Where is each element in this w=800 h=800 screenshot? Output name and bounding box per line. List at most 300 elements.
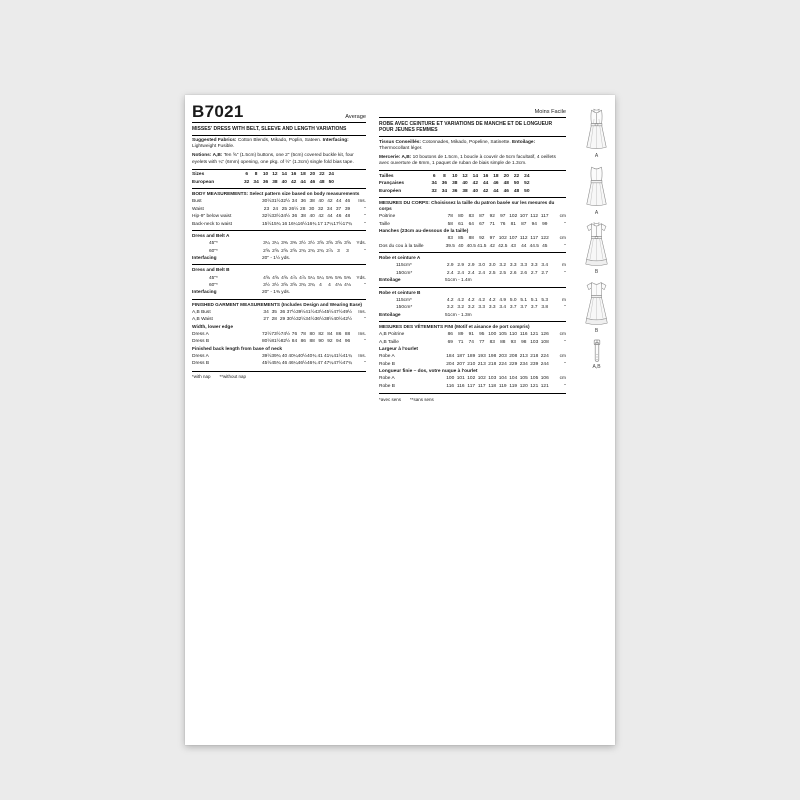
cell-value: 105 <box>519 376 528 382</box>
cell-value: 30½ <box>286 317 296 323</box>
footnote-with-nap: *with nap <box>192 374 211 380</box>
measurement-section <box>192 264 366 298</box>
cell-value: 8 <box>254 172 258 178</box>
cell-value: 3½ <box>263 282 270 288</box>
cell-value: 2.4 <box>446 270 454 276</box>
unit-label: " <box>564 383 566 389</box>
cell-value: 81½ <box>271 339 281 345</box>
cell-value: 16¼ <box>288 221 298 227</box>
table-row <box>192 275 366 282</box>
cell-value: 42 <box>472 181 479 187</box>
cell-value: 83 <box>447 236 453 242</box>
measurement-section <box>379 287 566 321</box>
cell-value: 3.3 <box>509 263 517 269</box>
cell-value: 93 <box>510 339 516 345</box>
cell-value: 5⅜ <box>344 275 351 281</box>
table-row <box>379 339 566 346</box>
cell-value: 3¼ <box>272 241 279 247</box>
belt-drawing <box>591 338 603 364</box>
cell-value: 44 <box>493 188 499 194</box>
cell-value: 36 <box>441 181 448 187</box>
row-label: European <box>192 179 215 185</box>
lead-label: Notions: A,B: <box>192 153 223 159</box>
cell-value: 69 <box>447 339 453 345</box>
cell-value: 39.5 <box>445 243 455 249</box>
cell-value: 36 <box>300 199 306 205</box>
cell-value: 41¾ <box>342 353 352 359</box>
cell-value: 44 <box>336 199 342 205</box>
illustration-column <box>579 103 614 402</box>
cell-value: 17½ <box>333 221 343 227</box>
cell-value: 2⅞ <box>326 248 333 254</box>
cell-value: 50 <box>513 181 520 187</box>
table-row <box>379 270 566 277</box>
cell-value: 33½ <box>271 214 281 220</box>
table-row <box>192 198 366 205</box>
row-label: Back-neck to waist <box>192 221 232 227</box>
cell-value: 46 <box>503 188 509 194</box>
section-heading: BODY MEASUREMENTS: Select pattern size based on body measurements <box>192 191 360 197</box>
cell-value: 207 <box>456 361 465 367</box>
row-label: 115cm* <box>396 297 412 303</box>
paragraph-text: Thermocollant léger. <box>379 145 423 151</box>
cell-value: 102 <box>477 376 486 382</box>
cell-value: 73½ <box>271 331 281 337</box>
cell-value: 38 <box>452 181 458 187</box>
row-label: Waist <box>192 206 204 212</box>
cell-value: 44.5 <box>529 243 539 249</box>
cell-value: 40½ <box>297 353 307 359</box>
cell-value: 4⅛ <box>344 282 351 288</box>
cell-value: 71 <box>489 221 495 227</box>
cell-value: 80 <box>458 214 464 220</box>
cell-value: 92 <box>479 236 485 242</box>
cell-value: 16¾ <box>307 221 317 227</box>
table-row <box>192 338 366 345</box>
cell-value: 118 <box>488 383 497 389</box>
cell-value: 5.1 <box>530 297 538 303</box>
row-label: Sizes <box>192 172 205 178</box>
cell-value: 229 <box>509 361 518 367</box>
cell-value: 32½ <box>295 317 306 323</box>
french-footnote <box>379 393 566 402</box>
table-row <box>192 213 366 220</box>
cell-value: 37 <box>335 206 342 212</box>
cell-value: 3⅝ <box>344 241 351 247</box>
cell-value: 40 <box>309 214 315 220</box>
cell-value: 44 <box>482 181 489 187</box>
figure-label: A <box>594 210 599 216</box>
row-label: Européen <box>379 188 402 194</box>
row-label: Interfacing <box>192 255 217 261</box>
cell-value: 104 <box>509 376 518 382</box>
cell-value: 74½ <box>280 331 291 337</box>
unit-label: " <box>564 361 566 367</box>
cell-value: 3.3 <box>530 263 538 269</box>
cell-value: 47 <box>317 361 323 367</box>
cell-value: 34 <box>441 188 448 194</box>
cell-value: 32½ <box>280 199 291 205</box>
unit-label: Ins. <box>358 199 366 205</box>
table-row <box>379 353 566 360</box>
cell-value: 84 <box>327 331 333 337</box>
cell-value: 23 <box>263 206 270 212</box>
cell-value: 2.4 <box>478 270 486 276</box>
cell-value: 119 <box>509 383 518 389</box>
cell-value: 4⅝ <box>272 275 279 281</box>
row-label: Taille <box>379 221 390 227</box>
cell-value: 218 <box>530 354 539 360</box>
cell-value: 88 <box>344 331 351 337</box>
cell-value: 82 <box>318 331 324 337</box>
cell-value: 107 <box>519 214 528 220</box>
cell-value: 46¼ <box>288 361 298 367</box>
cell-value: 30½ <box>262 199 272 205</box>
cell-value: 102 <box>467 376 476 382</box>
cell-value: 88 <box>468 236 474 242</box>
cell-value: 39½ <box>262 353 272 359</box>
unit-label: m <box>562 297 566 303</box>
cell-value: 4.2 <box>457 297 465 303</box>
cell-value: 41.5 <box>477 243 487 249</box>
cell-value: 105 <box>530 376 539 382</box>
cell-value: 32 <box>317 206 324 212</box>
cell-value: 27 <box>263 317 269 323</box>
cell-value: 42 <box>482 188 489 194</box>
table-row <box>192 206 366 213</box>
unit-label: cm <box>559 376 566 382</box>
cell-value: 3⅝ <box>290 282 297 288</box>
cell-value: 98 <box>521 339 527 345</box>
cell-value: 40¾ <box>307 353 317 359</box>
cell-value: 3⅝ <box>317 241 324 247</box>
dress-b-back-illustration <box>579 279 614 336</box>
cell-value: 6 <box>245 172 249 178</box>
cell-value: 52 <box>524 181 530 187</box>
table-row <box>379 375 566 382</box>
cell-value: 38 <box>300 214 306 220</box>
cell-value: 28 <box>271 317 277 323</box>
cell-value: 2.5 <box>488 270 496 276</box>
cell-value: 34 <box>326 206 333 212</box>
dress-b-front-illustration <box>579 220 614 277</box>
cell-value: 47½ <box>333 309 343 315</box>
unit-label: " <box>364 317 366 323</box>
row-label: A,B Waist <box>192 317 213 323</box>
cell-value: 40½ <box>333 317 343 323</box>
cell-value: 3½ <box>272 282 279 288</box>
cell-value: 4.9 <box>499 297 507 303</box>
row-label: A,B Poitrine <box>379 332 405 338</box>
cell-value: 12 <box>272 172 278 178</box>
cell-value: 3½ <box>308 241 315 247</box>
lead-label: Suggested Fabrics: <box>192 138 237 143</box>
cell-value: 3.3 <box>520 263 528 269</box>
cell-value: 20 <box>309 172 316 178</box>
cell-value: 49½ <box>342 309 352 315</box>
cell-value: 15½ <box>262 221 272 227</box>
cell-value: 10 <box>262 172 269 178</box>
cell-value: 8 <box>443 173 446 179</box>
cell-value: 76 <box>500 221 506 227</box>
cell-value: 3.4 <box>499 305 507 311</box>
cell-value: 39 <box>344 206 351 212</box>
cell-value: 80 <box>309 331 315 337</box>
cell-value: 208 <box>509 354 518 360</box>
cell-value: 2⅝ <box>281 248 288 254</box>
cell-value: 99 <box>542 221 548 227</box>
cell-value: 87 <box>521 221 527 227</box>
cell-value: 2.4 <box>457 270 465 276</box>
cell-value: 3.0 <box>478 263 486 269</box>
cell-value: 50 <box>328 179 334 185</box>
cell-value: 34½ <box>305 317 315 323</box>
cell-value: 193 <box>477 354 486 360</box>
row-label: Interfacing <box>192 290 217 296</box>
note-text: 20" - 1½ yds. <box>262 255 291 261</box>
cell-value: 36 <box>291 214 298 220</box>
unit-label: " <box>364 206 366 212</box>
table-row <box>192 316 366 323</box>
cell-value: 2.4 <box>467 270 475 276</box>
cell-value: 34 <box>263 309 269 315</box>
table-note-row <box>379 312 566 319</box>
cell-value: 3⅜ <box>281 241 288 247</box>
cell-value: 14 <box>472 173 479 179</box>
cell-value: 78 <box>300 331 306 337</box>
section-heading: FINISHED GARMENT MEASUREMENTS (Includes Design and Wearing Ease) <box>192 301 362 307</box>
table-row <box>192 221 366 228</box>
cell-value: 2.7 <box>541 270 549 276</box>
cell-value: 47¼ <box>323 361 334 367</box>
cell-value: 38 <box>309 199 315 205</box>
cell-value: 17¾ <box>342 221 352 227</box>
cell-value: 10 <box>452 173 458 179</box>
cell-value: 72½ <box>262 331 272 337</box>
difficulty-badge-french: Moins Facile <box>534 109 566 115</box>
row-label: 150cm* <box>396 270 413 276</box>
cell-value: 3.2 <box>467 305 475 311</box>
footnote-avec-sens: *avec sens <box>379 396 402 402</box>
cell-value: 22 <box>513 173 520 179</box>
cell-value: 46 <box>493 181 499 187</box>
section-heading: Robe et ceinture A <box>379 255 421 261</box>
english-fabrics-paragraph <box>192 138 366 151</box>
table-row <box>192 309 366 316</box>
measurement-section <box>379 252 566 286</box>
cell-value: 244 <box>540 361 549 367</box>
cell-value: 3.7 <box>509 305 517 311</box>
cell-value: 34 <box>431 181 437 187</box>
cell-value: 224 <box>498 361 507 367</box>
row-label: Françaises <box>379 181 405 187</box>
cell-value: 6 <box>432 173 436 179</box>
cell-value: 3.2 <box>457 305 465 311</box>
cell-value: 36 <box>279 309 286 315</box>
paragraph-text: Cotonnades, Mikado, Popeline, Satinette. <box>421 139 512 145</box>
cell-value: 36½ <box>314 317 324 323</box>
cell-value: 42 <box>489 243 495 249</box>
cell-value: 38½ <box>323 317 334 323</box>
cell-value: 3¾ <box>308 282 315 288</box>
dress-a-front-drawing <box>580 106 613 153</box>
cell-value: 107 <box>509 236 518 242</box>
cell-value: 38 <box>272 179 278 185</box>
cell-value: 37½ <box>286 309 296 315</box>
cell-value: 121 <box>530 332 539 338</box>
cell-value: 3.4 <box>541 263 549 269</box>
cell-value: 189 <box>467 354 476 360</box>
figure-label: A <box>594 153 599 159</box>
cell-value: 17¼ <box>323 221 334 227</box>
cell-value: 3⅝ <box>326 241 333 247</box>
row-label: Tailles <box>379 173 394 179</box>
section-heading: Robe et ceinture B <box>379 289 421 295</box>
cell-value: 24 <box>272 206 279 212</box>
cell-value: 85 <box>458 236 464 242</box>
unit-label: Ins. <box>358 331 366 337</box>
cell-value: 17 <box>317 221 323 227</box>
cell-value: 105 <box>498 332 507 338</box>
cell-value: 110 <box>509 332 518 338</box>
cell-value: 40¼ <box>288 353 298 359</box>
lead-label: Mercerie: A,B: <box>379 154 412 160</box>
cell-value: 82½ <box>280 339 291 345</box>
measurement-section <box>192 188 366 230</box>
dress-a-front-illustration <box>580 106 613 161</box>
row-label: Dos du cou à la taille <box>379 243 424 249</box>
footnote-without-nap: **without nap <box>219 374 247 380</box>
cell-value: 3.0 <box>488 263 496 269</box>
french-notions-paragraph <box>379 155 566 168</box>
cell-value: 116 <box>456 383 465 389</box>
cell-value: 3.7 <box>530 305 538 311</box>
unit-label: " <box>364 214 366 220</box>
cell-value: 117 <box>477 383 486 389</box>
unit-label: " <box>564 243 566 249</box>
cell-value: 89 <box>458 332 464 338</box>
row-label: Robe B <box>379 361 395 367</box>
unit-label: " <box>364 282 366 288</box>
paragraph-text: 10 boutons de 1.5cm, 1 boucle à couvrir de 5cm facultatif, 4 oeillets avec ouverture de 6mm, 1 paquet de ruban de biais simple de 1.3cm. <box>379 154 556 167</box>
cell-value: 5¼ <box>308 275 315 281</box>
table-row <box>379 243 566 250</box>
unit-label: Ins. <box>358 309 366 315</box>
cell-value: 45½ <box>262 361 272 367</box>
cell-value: 42 <box>318 214 324 220</box>
cell-value: 46 <box>336 214 342 220</box>
cell-value: 32½ <box>262 214 272 220</box>
paragraph-text: Lightweight Fusible. <box>192 144 235 150</box>
dress-a-back-illustration <box>580 163 613 218</box>
cell-value: 5.3 <box>541 297 549 303</box>
cell-value: 86 <box>336 331 342 337</box>
cell-value: 224 <box>540 354 549 360</box>
row-label: Poitrine <box>379 214 396 220</box>
cell-value: 104 <box>498 376 507 382</box>
cell-value: 5.0 <box>509 297 517 303</box>
cell-value: 112 <box>519 236 528 242</box>
unit-label: cm <box>559 236 566 242</box>
cell-value: 81 <box>510 221 516 227</box>
cell-value: 121 <box>540 383 549 389</box>
measurement-section <box>379 170 566 197</box>
cell-value: 41½ <box>305 309 315 315</box>
cell-value: 2.9 <box>467 263 475 269</box>
cell-value: 50 <box>524 188 530 194</box>
pattern-envelope-sheet <box>185 95 615 745</box>
cell-value: 2¾ <box>299 248 306 254</box>
cell-value: 2⅝ <box>263 248 270 254</box>
cell-value: 91 <box>468 332 474 338</box>
cell-value: 3.3 <box>488 305 496 311</box>
unit-label: Ins. <box>358 353 366 359</box>
cell-value: 101 <box>456 376 465 382</box>
cell-value: 48 <box>319 179 325 185</box>
cell-value: 3 <box>337 248 340 254</box>
cell-value: 43 <box>510 243 516 249</box>
unit-label: Yds. <box>356 241 366 247</box>
cell-value: 2⅝ <box>272 248 279 254</box>
table-row <box>379 235 566 242</box>
row-label: 45"* <box>209 241 218 247</box>
cell-value: 26½ <box>288 206 299 212</box>
cell-value: 30 <box>308 206 315 212</box>
unit-label: " <box>364 361 366 367</box>
cell-value: 103 <box>530 339 539 345</box>
cell-value: 203 <box>498 354 507 360</box>
lead-label: Tissus Conseillés: <box>379 139 422 145</box>
cell-value: 239 <box>530 361 539 367</box>
dress-a-back-drawing <box>580 163 613 210</box>
cell-value: 187 <box>456 354 465 360</box>
row-label: 60"* <box>209 248 218 254</box>
cell-value: 42 <box>327 199 333 205</box>
cell-value: 39¾ <box>271 353 281 359</box>
dress-b-back-drawing <box>579 279 614 328</box>
cell-value: 86 <box>447 332 453 338</box>
cell-value: 44 <box>327 214 333 220</box>
cell-value: 36 <box>262 179 269 185</box>
table-row <box>379 221 566 228</box>
cell-value: 58 <box>447 221 453 227</box>
note-text: 51cm - 1.4m <box>445 278 472 284</box>
section-heading: Dress and Belt B <box>192 267 230 273</box>
cell-value: 3¼ <box>263 241 270 247</box>
cell-value: 46 <box>344 199 351 205</box>
cell-value: 47½ <box>333 361 343 367</box>
note-text: 51cm - 1.3m <box>445 312 472 318</box>
cell-value: 103 <box>488 376 497 382</box>
cell-value: 210 <box>467 361 476 367</box>
cell-value: 38 <box>462 188 468 194</box>
table-row <box>379 297 566 304</box>
cell-value: 40 <box>462 181 468 187</box>
english-column <box>192 103 366 402</box>
table-row <box>192 240 366 247</box>
cell-value: 3.2 <box>499 263 507 269</box>
table-row <box>379 383 566 390</box>
cell-value: 40 <box>318 199 324 205</box>
cell-value: 4 <box>328 282 331 288</box>
row-label: Bust <box>192 199 202 205</box>
english-footnote <box>192 371 366 380</box>
figure-label: A,B <box>592 364 601 370</box>
cell-value: 3¾ <box>299 282 306 288</box>
table-subheading: Finished back length from base of neck <box>192 346 283 352</box>
unit-label: " <box>564 339 566 345</box>
cell-value: 29 <box>279 317 286 323</box>
